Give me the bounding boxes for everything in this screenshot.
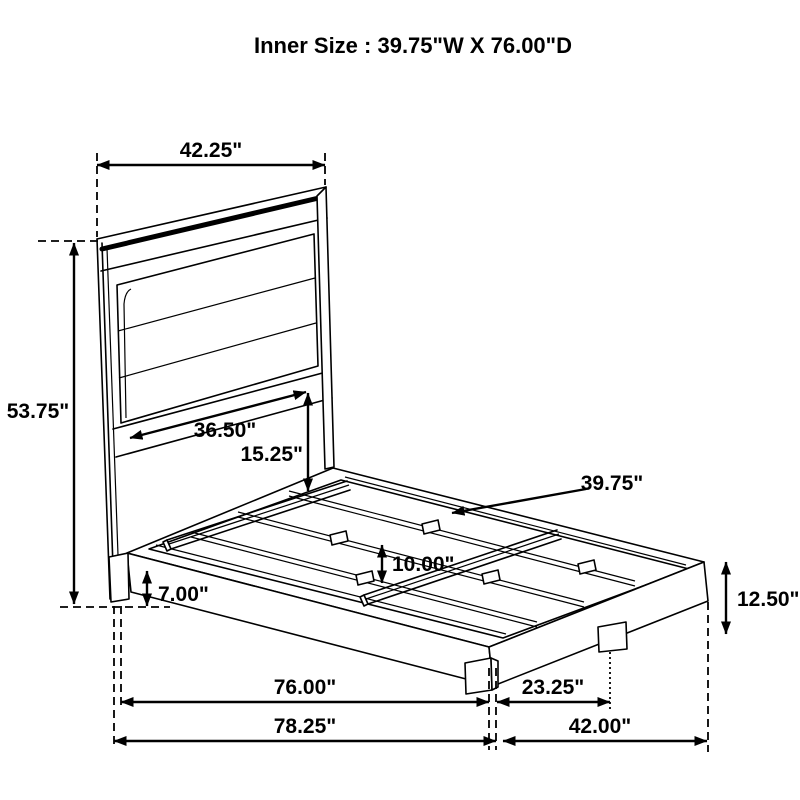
dim-inner-length	[121, 676, 489, 702]
dim-headboard-height	[7, 243, 74, 604]
dim-slat-width	[452, 472, 643, 513]
dim-label-foot-extension: 23.25"	[521, 676, 585, 699]
dim-label-overall-width: 42.00"	[568, 715, 632, 738]
leg-headboard-front	[109, 553, 129, 602]
dim-label-inner-length: 76.00"	[273, 676, 337, 699]
diagram-title: Inner Size : 39.75"W X 76.00"D	[254, 33, 572, 58]
leg-foot-front-side	[491, 658, 498, 690]
dim-label-footboard-height: 12.50"	[737, 588, 800, 611]
dim-label-slat-width: 39.75"	[580, 472, 644, 495]
dim-label-overall-length: 78.25"	[273, 715, 337, 738]
dim-footboard-height	[726, 562, 800, 634]
headboard-top-edge	[97, 187, 326, 239]
dim-label-rail-gap: 15.25"	[240, 443, 303, 466]
dim-overall-width	[503, 715, 707, 741]
leg-foot-front	[465, 658, 492, 694]
leg-center-back	[598, 622, 627, 652]
dim-label-rail-bottom-height: 7.00"	[158, 583, 209, 606]
dim-label-headboard-height: 53.75"	[6, 400, 70, 423]
dim-label-headboard-inner-width: 36.50"	[193, 419, 257, 442]
dim-label-headboard-width: 42.25"	[179, 139, 243, 162]
dim-headboard-width	[97, 139, 325, 165]
dim-foot-extension	[497, 676, 610, 702]
dim-overall-length	[114, 715, 496, 741]
dim-label-slat-spacing: 10.00"	[392, 553, 455, 576]
headboard-right-post	[317, 187, 334, 469]
headboard-panel	[117, 234, 318, 423]
headboard-left-post-inner2	[107, 248, 118, 555]
